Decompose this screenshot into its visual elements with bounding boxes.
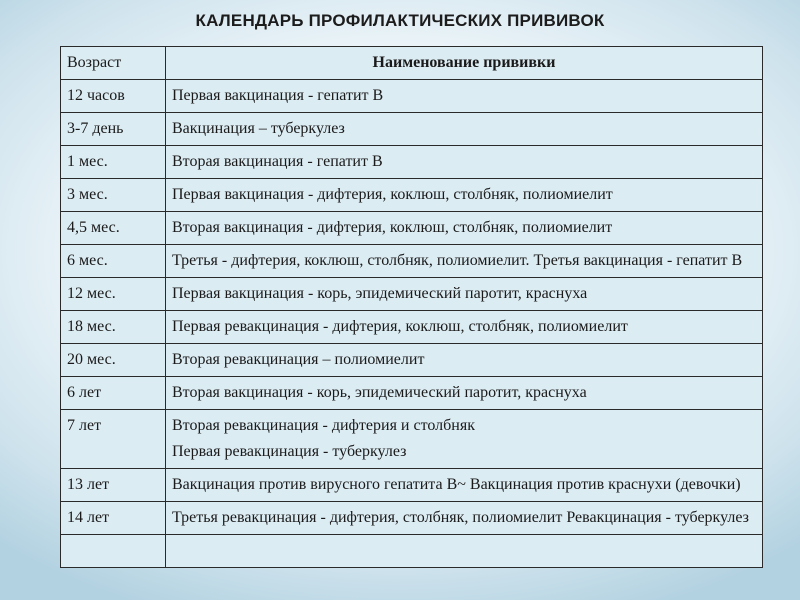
age-cell: 3 мес. [61, 179, 166, 212]
age-cell: 14 лет [61, 502, 166, 535]
vaccination-line: Первая ревакцинация - туберкулез [172, 443, 407, 460]
vaccination-cell: Вторая ревакцинация – полиомиелит [166, 344, 763, 377]
table-row [61, 377, 763, 410]
table-header-row [61, 47, 763, 80]
table-row [61, 344, 763, 377]
age-cell: 18 мес. [61, 311, 166, 344]
vaccination-cell [166, 535, 763, 568]
age-cell [61, 535, 166, 568]
table-row [61, 245, 763, 278]
table-row [61, 146, 763, 179]
age-cell: 12 мес. [61, 278, 166, 311]
vaccination-cell: Первая вакцинация - гепатит В [166, 80, 763, 113]
table-row [61, 278, 763, 311]
table-row [61, 179, 763, 212]
age-cell: 1 мес. [61, 146, 166, 179]
age-cell: 4,5 мес. [61, 212, 166, 245]
table-row [61, 469, 763, 502]
vaccination-table-container [60, 46, 762, 568]
vaccination-cell: Третья - дифтерия, коклюш, столбняк, полиомиелит. Третья вакцинация - гепатит В [166, 245, 763, 278]
table-row [61, 311, 763, 344]
age-cell: 6 лет [61, 377, 166, 410]
table-row [61, 502, 763, 535]
vaccination-cell: Вторая вакцинация - гепатит В [166, 146, 763, 179]
age-cell: 20 мес. [61, 344, 166, 377]
age-cell: 6 мес. [61, 245, 166, 278]
vaccination-cell: Первая вакцинация - дифтерия, коклюш, столбняк, полиомиелит [166, 179, 763, 212]
vaccination-cell: Первая вакцинация - корь, эпидемический паротит, краснуха [166, 278, 763, 311]
vaccination-cell: Вторая вакцинация - корь, эпидемический паротит, краснуха [166, 377, 763, 410]
age-cell: 13 лет [61, 469, 166, 502]
column-header-age: Возраст [61, 47, 166, 80]
table-row-partial [61, 535, 763, 568]
vaccination-cell: Первая ревакцинация - дифтерия, коклюш, столбняк, полиомиелит [166, 311, 763, 344]
table-row [61, 113, 763, 146]
vaccination-cell: Вакцинация – туберкулез [166, 113, 763, 146]
table-row [61, 410, 763, 469]
vaccination-cell [166, 410, 763, 469]
age-cell: 12 часов [61, 80, 166, 113]
vaccination-table [60, 46, 763, 568]
table-row [61, 80, 763, 113]
table-row [61, 212, 763, 245]
page-title: КАЛЕНДАРЬ ПРОФИЛАКТИЧЕСКИХ ПРИВИВОК [195, 11, 605, 30]
age-cell: 3-7 день [61, 113, 166, 146]
column-header-vaccination-name: Наименование прививки [166, 47, 763, 80]
vaccination-cell: Вакцинация против вирусного гепатита В~ Вакцинация против краснухи (девочки) [166, 469, 763, 502]
age-cell: 7 лет [61, 410, 166, 469]
vaccination-line: Вторая ревакцинация - дифтерия и столбняк [172, 417, 475, 434]
vaccination-cell: Третья ревакцинация - дифтерия, столбняк, полиомиелит Ревакцинация - туберкулез [166, 502, 763, 535]
vaccination-cell: Вторая вакцинация - дифтерия, коклюш, столбняк, полиомиелит [166, 212, 763, 245]
